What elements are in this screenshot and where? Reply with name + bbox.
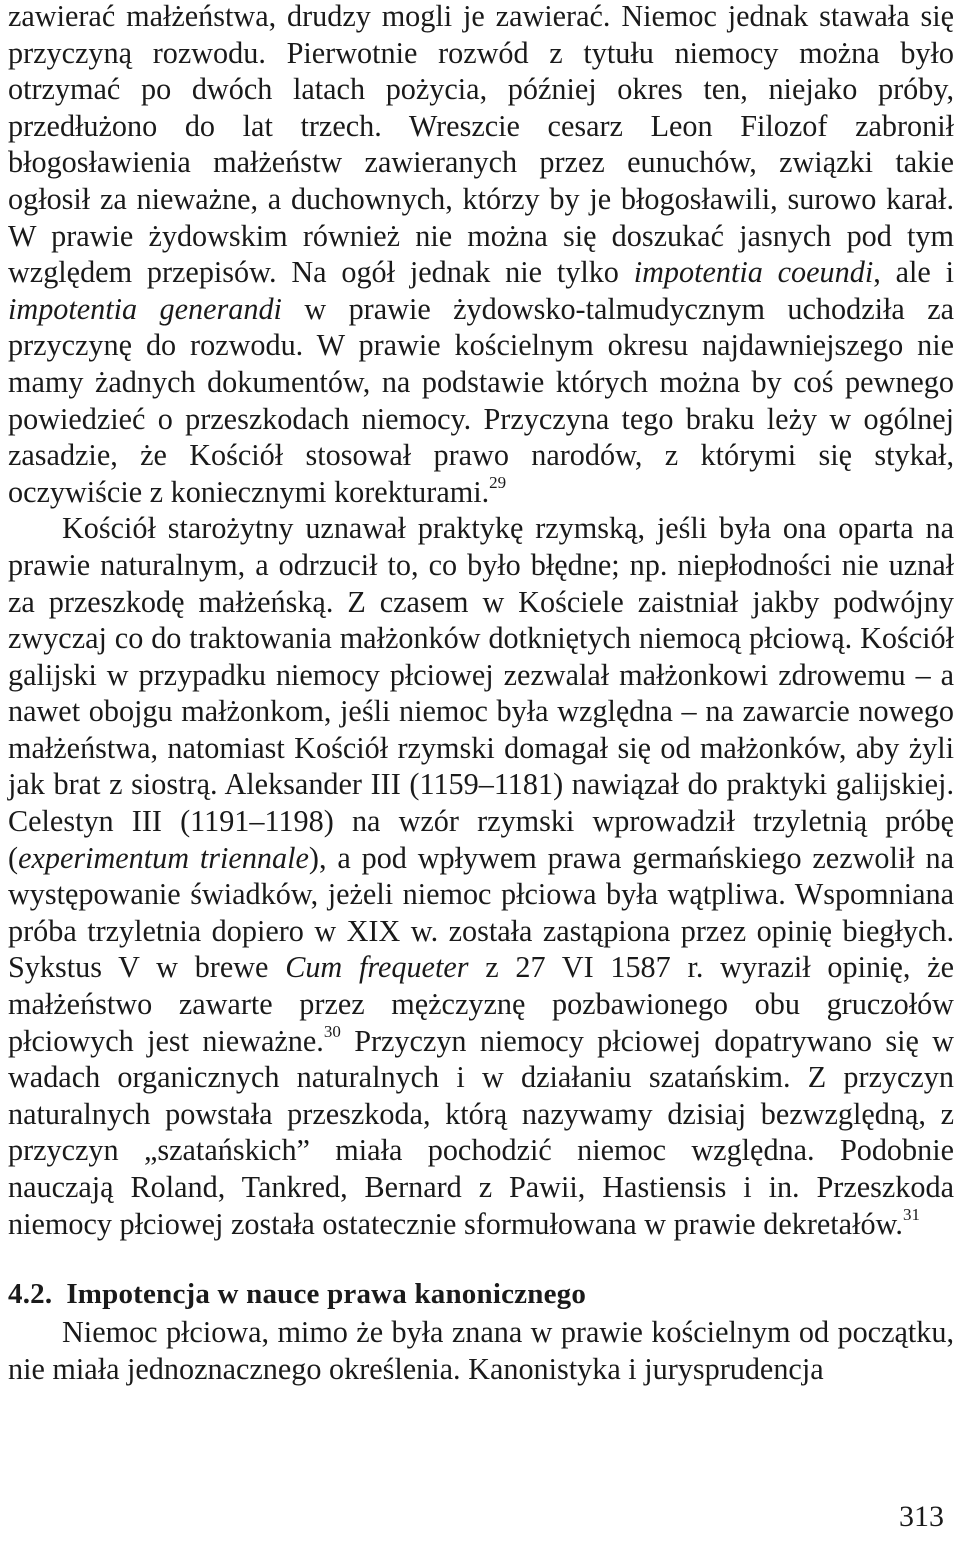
italic-term: experimentum triennale (18, 840, 309, 875)
paragraph-text: ), a pod wpływem prawa germańskiego zezwolił na występowanie świadków, jeżeli niemoc płciowa była wątpliwa. Wspomniana próba trzyletnia dopiero w XIX w. została zastąpiona przez opinię biegłych. Sykstus V w brewe (8, 840, 954, 985)
paragraph-text: Kościół starożytny uznawał praktykę rzymską, jeśli była ona oparta na prawie naturalnym, a odrzucił to, co było błędne; np. niepłodności nie uznał za przeszkodę małżeńską. Z czasem w Kościele zaistniał jakby podwójny zwyczaj co do traktowania małżonków dotkniętych niemocą płciową. Kościół galijski w przypadku niemocy płciowej zezwalał małżonkowi zdrowemu – a nawet obojgu małżonkom, jeśli niemoc była względna – na zawarcie nowego małżeństwa, natomiast Kościół rzymski domagał się od małżonków, aby żyli jak brat z siostrą. Aleksander III (1159–1181) nawiązał do praktyki galijskiej. Celestyn III (1191–1198) na wzór rzymski wprowadził trzyletnią próbę ( (8, 511, 954, 875)
paragraph (8, 0, 954, 510)
paragraph-text: z 27 VI 1587 r. wyraził opinię, że małżeństwo zawarte przez mężczyznę pozbawionego obu gruczołów płciowych jest nieważne. (8, 950, 954, 1058)
section-title: Impotencja w nauce prawa kanonicznego (66, 1278, 587, 1311)
italic-term: impotentia coeundi (633, 255, 874, 290)
paragraph-text: , ale i (873, 255, 954, 290)
document-page (8, 0, 954, 1387)
paragraph-text: zawierać małżeństwa, drudzy mogli je zawierać. Niemoc jednak stawała się przyczyną rozwodu. Pierwotnie rozwód z tytułu niemocy można było otrzymać po dwóch latach pożycia, później okres ten, niejako próby, przedłużono do lat trzech. Wreszcie cesarz Leon Filozof zabronił błogosławienia małżeństw zawieranych przez eunuchów, związki takie ogłosił za nieważne, a duchownych, którzy by je błogosławili, surowo karał. W prawie żydowskim również nie można się doszukać jasnych pod tym względem przepisów. Na ogół jednak nie tylko (8, 0, 954, 290)
footnote-ref[interactable]: 30 (323, 1021, 341, 1041)
italic-term: Cum frequeter (285, 950, 469, 985)
paragraph-text: w prawie żydowsko-talmudycznym uchodziła za przyczynę do rozwodu. W prawie kościelnym okresu najdawniejszego nie mamy żadnych dokumentów, na podstawie których można by coś pewnego powiedzieć o przeszkodach niemocy. Przyczyna tego braku leży w ogólnej zasadzie, że Kościół stosował prawo narodów, z którymi się stykał, oczywiście z koniecznymi korekturami. (8, 291, 954, 509)
paragraph (8, 1314, 954, 1387)
paragraph (8, 510, 954, 1242)
page-number: 313 (899, 1500, 944, 1533)
paragraph-text: Niemoc płciowa, mimo że była znana w prawie kościelnym od początku, nie miała jednoznacznego określenia. Kanonistyka i jurysprudencja (8, 1315, 954, 1386)
paragraph-text: Przyczyn niemocy płciowej dopatrywano się w wadach organicznych naturalnych i w działaniu szatańskim. Z przyczyn naturalnych powstała przeszkoda, którą nazywamy dzisiaj bezwzględną, z przyczyn „szatańskich” miała pochodzić niemoc względna. Podobnie nauczają Roland, Tankred, Bernard z Pawii, Hastiensis i in. Przeszkoda niemocy płciowej została ostatecznie sformułowana w prawie dekretałów. (8, 1023, 954, 1241)
italic-term: impotentia generandi (8, 291, 282, 326)
section-heading (8, 1274, 954, 1314)
footnote-ref[interactable]: 31 (902, 1204, 920, 1224)
section-number: 4.2. (8, 1278, 53, 1311)
footnote-ref[interactable]: 29 (489, 472, 507, 492)
